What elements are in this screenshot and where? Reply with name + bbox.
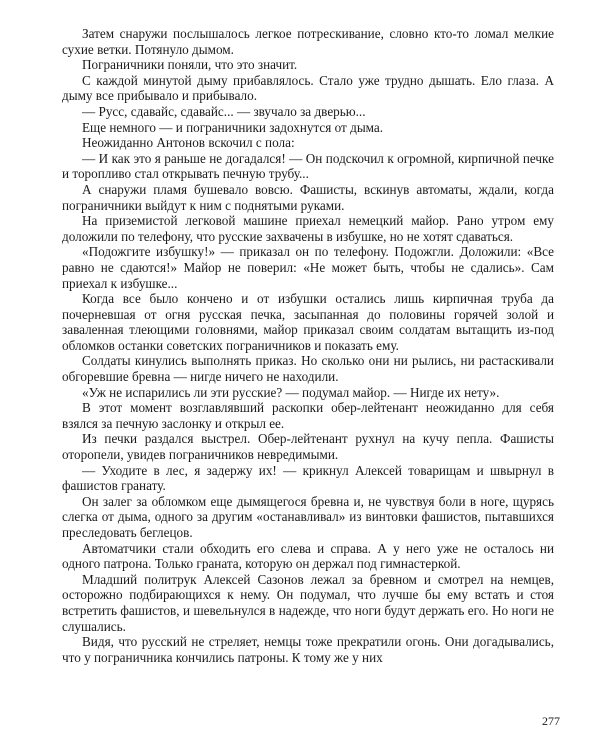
book-page-text [62, 26, 554, 665]
paragraph: «Уж не испарились ли эти русские? — подумал майор. — Нигде их нету». [82, 384, 500, 400]
paragraph: Он залег за обломком еще дымящегося бревна и, не чувствуя боли в ноге, щурясь слегка от дыма, одного за другим «останавливал» из винтовки фашистов, пытавшихся преследовать беглецов. [62, 493, 554, 540]
paragraph: — Уходите в лес, я задержу их! — крикнул Алексей товарищам и швырнул в фашистов гранату. [62, 462, 554, 494]
paragraph: — И как это я раньше не догадался! — Он подскочил к огромной, кирпичной печке и торопливо стал открывать печную трубу... [62, 150, 554, 182]
paragraph: Младший политрук Алексей Сазонов лежал за бревном и смотрел на немцев, осторожно подбирающихся к нему. Он подумал, что лучше бы ему встать и стоя встретить фашистов, и шевельнулся в надежде, что ноги будут держать его. Но ноги не слушались. [62, 571, 554, 634]
paragraph: «Подожгите избушку!» — приказал он по телефону. Подожгли. Доложили: «Все равно не сдаются!» Майор не поверил: «Не может быть, чтобы не сдались». Сам приехал к избушке... [62, 244, 554, 291]
paragraph: Видя, что русский не стреляет, немцы тоже прекратили огонь. Они догадывались, что у пограничника кончились патроны. К тому же у них [62, 634, 554, 665]
paragraph: На приземистой легковой машине приехал немецкий майор. Рано утром ему доложили по телефону, что русские захвачены в избушке, но не хотят сдаваться. [62, 213, 554, 244]
paragraph: Неожиданно Антонов вскочил с пола: [82, 135, 295, 151]
paragraph: Из печки раздался выстрел. Обер-лейтенант рухнул на кучу пепла. Фашисты оторопели, увидев пограничников невредимыми. [62, 431, 554, 463]
paragraph: Автоматчики стали обходить его слева и справа. А у него уже не осталось ни одного патрона. Только граната, которую он держал под гимнастеркой. [62, 540, 554, 572]
paragraph: Солдаты кинулись выполнять приказ. Но сколько они ни рылись, ни растаскивали обгоревшие бревна — нигде ничего не находили. [62, 353, 554, 385]
paragraph: Когда все было кончено и от избушки остались лишь кирпичная труба да почерневшая от огня русская печка, засыпанная до половины горячей золой и заваленная тлеющими головнями, майор приказал своим солдатам вытащить из-под обломков останки советских пограничников и показать ему. [62, 291, 554, 353]
page-number: 277 [542, 714, 560, 728]
paragraph: А снаружи пламя бушевало вовсю. Фашисты, вскинув автоматы, ждали, когда пограничники выйдут к ним с поднятыми руками. [62, 181, 554, 213]
paragraph: Еще немного — и пограничники задохнутся от дыма. [82, 119, 384, 135]
paragraph: — Русс, сдавайс, сдавайс... — звучало за дверью... [82, 103, 366, 119]
paragraph: Пограничники поняли, что это значит. [82, 57, 298, 73]
paragraph: Затем снаружи послышалось легкое потрескивание, словно кто-то ломал мелкие сухие ветки. Потянуло дымом. [62, 26, 554, 57]
paragraph: С каждой минутой дыму прибавлялось. Стало уже трудно дышать. Ело глаза. А дыму все прибывало и прибывало. [62, 72, 554, 104]
paragraph: В этот момент возглавлявший раскопки обер-лейтенант неожиданно для себя взялся за печную заслонку и открыл ее. [62, 400, 554, 431]
